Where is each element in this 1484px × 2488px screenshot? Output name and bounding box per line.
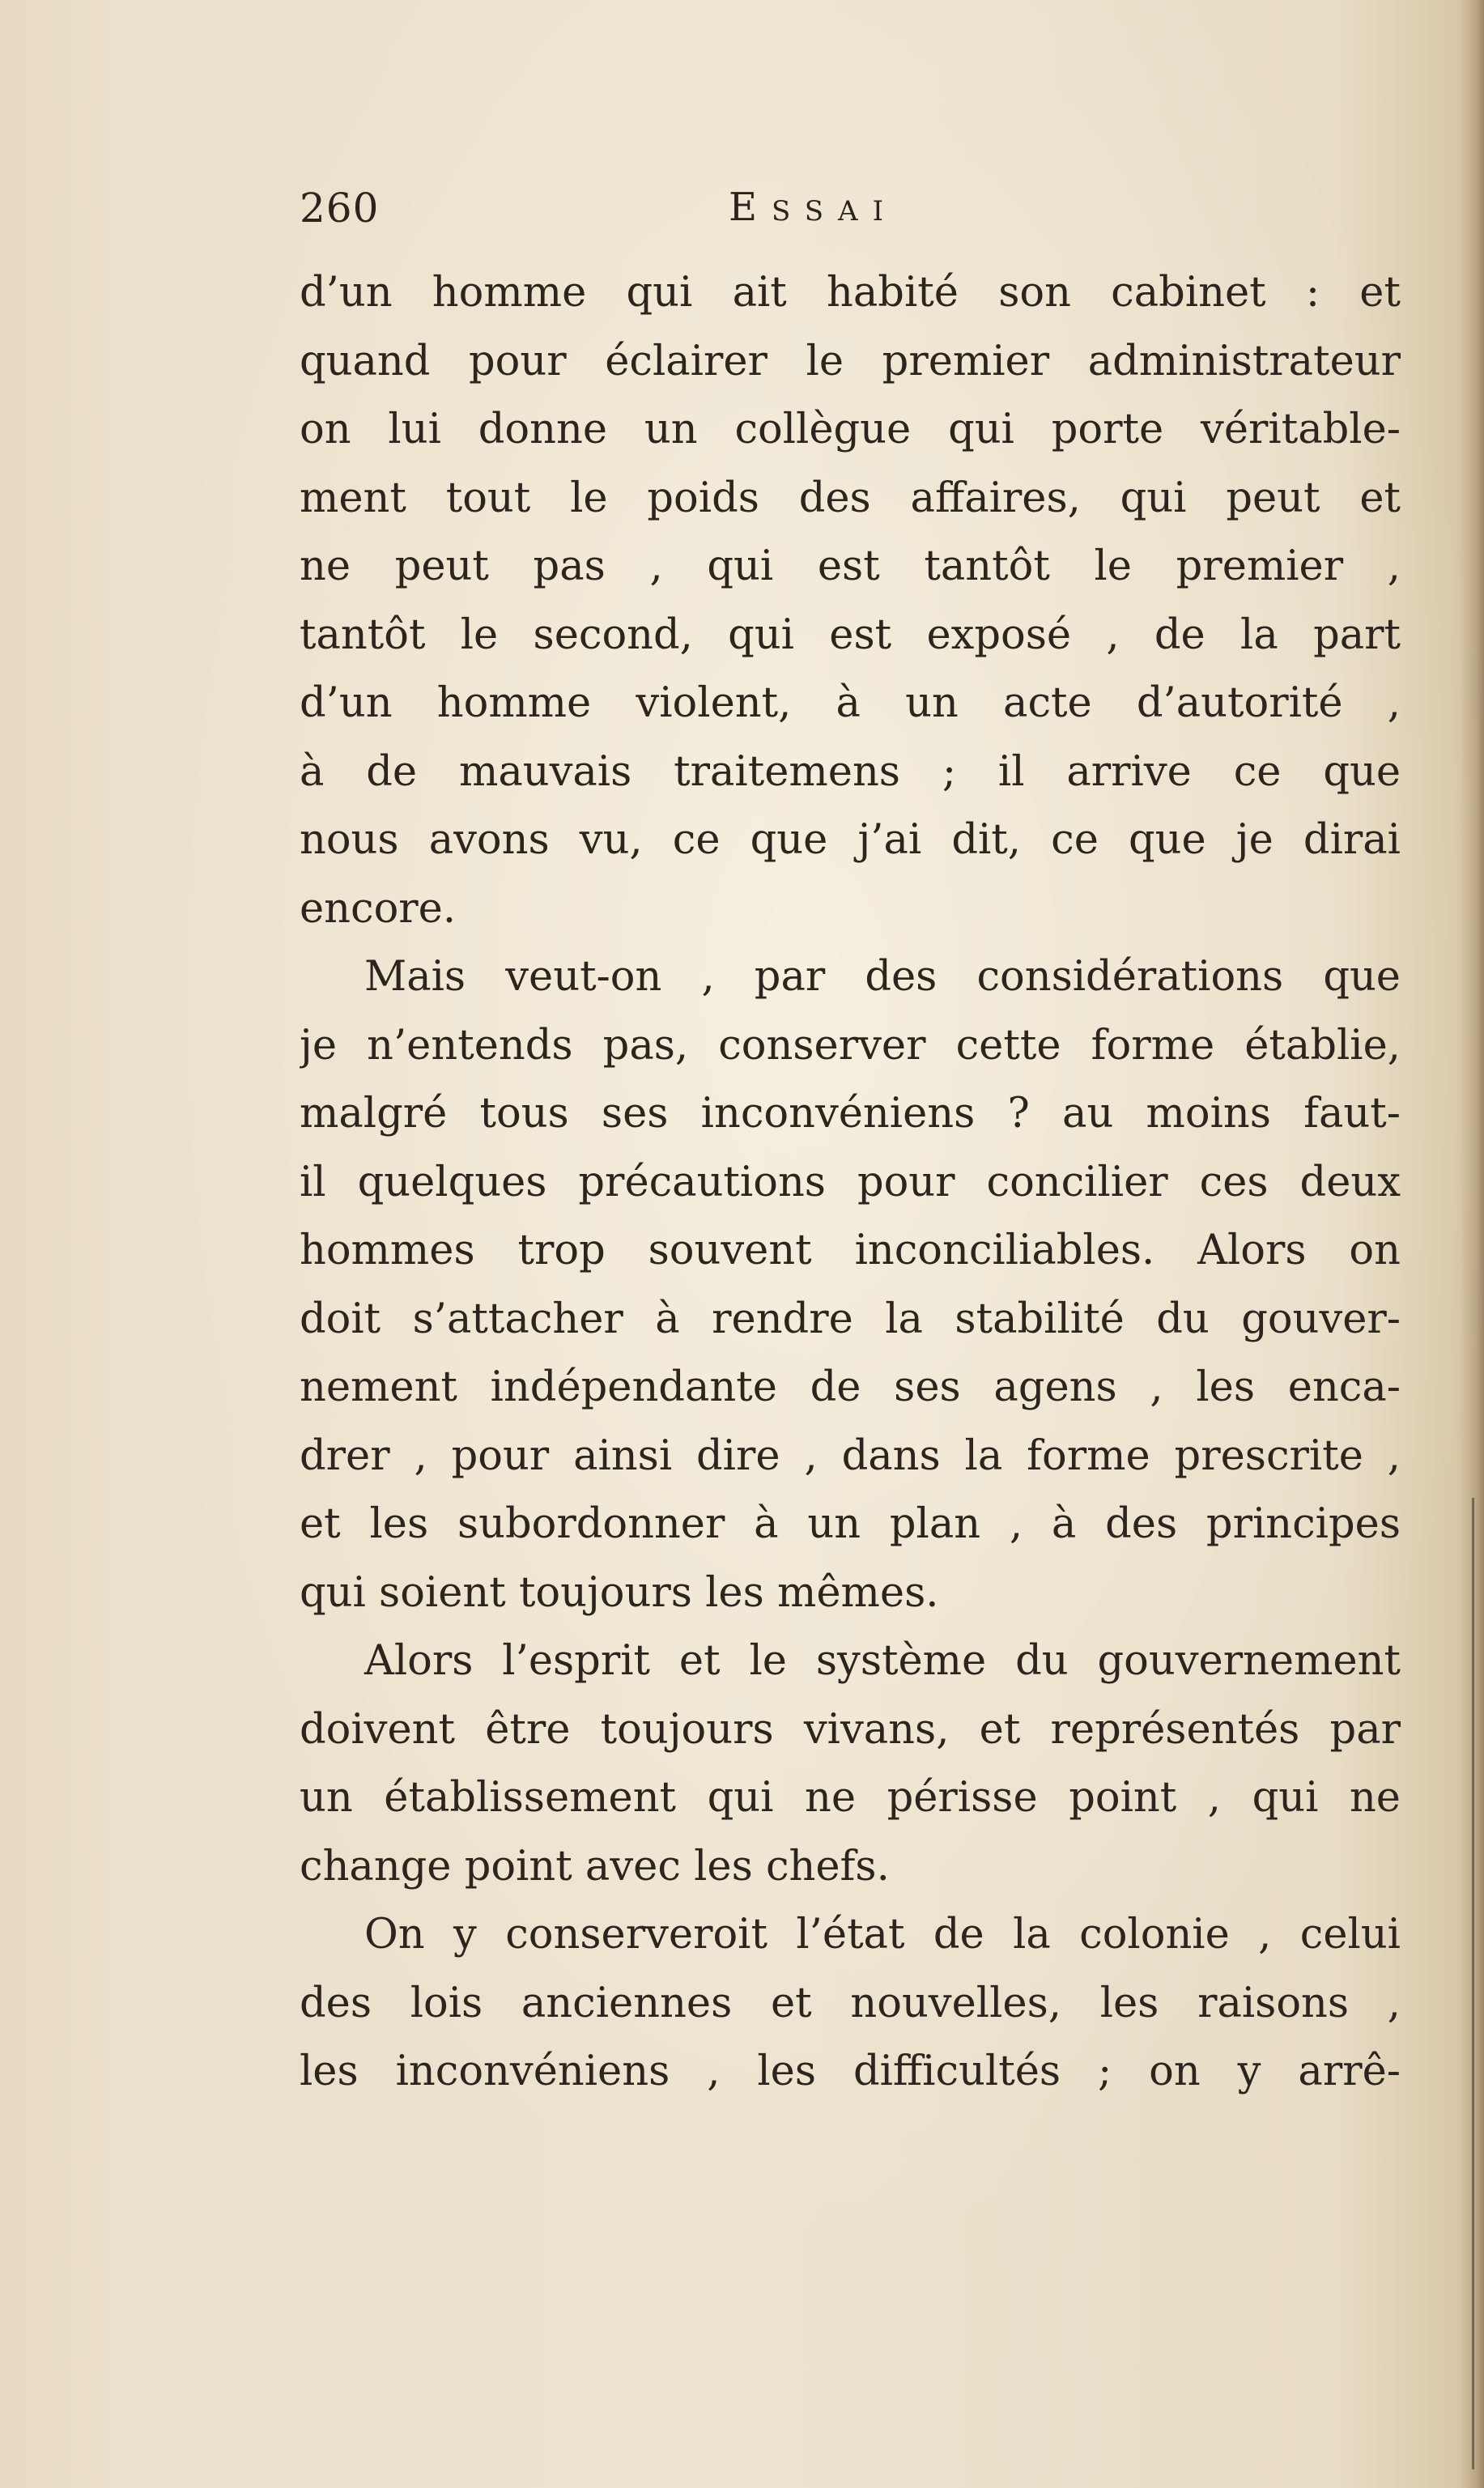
text-line: Alors l’esprit et le système du gouvernement [364,1637,1401,1685]
text-line: d’un homme violent, à un acte d’autorité , [300,679,1401,727]
text-line: je n’entends pas, conserver cette forme établie, [300,1021,1401,1070]
text-line: les inconvéniens , les difficultés ; on y arrê- [300,2048,1401,2095]
text-line: Mais veut-on , par des considérations que [364,953,1401,1001]
text-line: quand pour éclairer le premier administrateur [300,337,1401,385]
text-line: d’un homme qui ait habité son cabinet : et [300,269,1401,317]
text-line: doivent être toujours vivans, et représentés par [300,1705,1401,1754]
text-line: tantôt le second, qui est exposé , de la part [300,610,1401,659]
page-header [300,185,1376,241]
text-line: on lui donne un collègue qui porte véritable- [300,406,1401,453]
text-line: ment tout le poids des affaires, qui peut et [300,474,1401,522]
text-line: On y conserveroit l’état de la colonie , celui [364,1911,1401,1959]
text-line: change point avec les chefs. [300,1842,890,1890]
text-line: drer , pour ainsi dire , dans la forme prescrite , [300,1431,1401,1480]
text-line: un établissement qui ne périsse point , qui ne [300,1774,1401,1822]
text-line: à de mauvais traitemens ; il arrive ce que [300,747,1401,796]
text-line: encore. [300,884,457,933]
page-number: 260 [300,185,380,232]
page-edge-line [1472,1498,1474,2469]
text-line: il quelques précautions pour concilier ces deux [300,1158,1401,1206]
text-line: qui soient toujours les mêmes. [300,1568,939,1617]
text-line: et les subordonner à un plan , à des principes [300,1500,1401,1548]
text-line: malgré tous ses inconvéniens ? au moins faut- [300,1090,1401,1138]
text-line: ne peut pas , qui est tantôt le premier , [300,542,1401,590]
text-line: nement indépendante de ses agens , les enca- [300,1363,1401,1411]
running-title: Essai [729,185,899,230]
text-line: doit s’attacher à rendre la stabilité du gouver- [300,1295,1401,1343]
text-line: nous avons vu, ce que j’ai dit, ce que je dirai [300,816,1401,864]
text-line: des lois anciennes et nouvelles, les raisons , [300,1979,1401,2027]
text-line: hommes trop souvent inconciliables. Alors on [300,1227,1401,1274]
body-text [300,259,1401,2107]
